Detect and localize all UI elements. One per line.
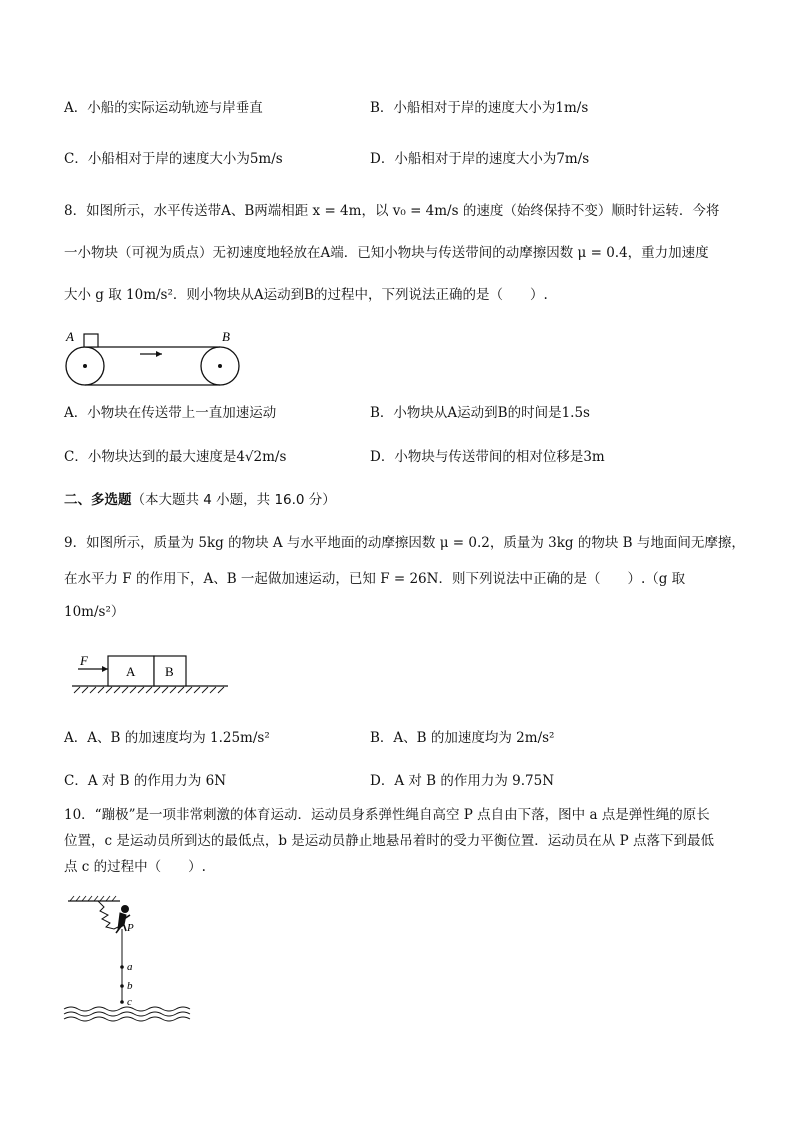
q8-option-c: C．小物块达到的最大速度是4√2m/s — [64, 449, 287, 465]
q8-option-b: B．小物块从A运动到B的时间是1.5s — [370, 405, 590, 421]
section-note: （本大题共 4 小题，共 16.0 分） — [131, 492, 336, 508]
q9-option-b: B．A、B 的加速度均为 2m/s² — [370, 730, 555, 746]
q7-option-c: C．小船相对于岸的速度大小为5m/s — [64, 151, 283, 167]
point-label-c: c — [127, 996, 132, 1008]
q7-option-d: D．小船相对于岸的速度大小为7m/s — [370, 151, 590, 167]
q8-option-d: D．小物块与传送带间的相对位移是3m — [370, 449, 605, 465]
q7-option-b: B．小船相对于岸的速度大小为1m/s — [370, 100, 589, 116]
blocks-figure — [70, 652, 230, 698]
q9-stem-line-2: 在水平力 F 的作用下，A、B 一起做加速运动，已知 F = 26N．则下列说法中正确的是（ ）.（g 取 — [64, 571, 686, 587]
belt-label-b: B — [222, 329, 230, 344]
q8-option-a: A．小物块在传送带上一直加速运动 — [64, 405, 277, 421]
force-label-f: F — [80, 653, 88, 668]
q9-stem-line-3: 10m/s²） — [64, 604, 125, 620]
section-title: 二、多选题 — [64, 492, 132, 508]
point-label-a: a — [127, 961, 133, 973]
q9-stem-line-1: 9．如图所示，质量为 5kg 的物块 A 与水平地面的动摩擦因数 μ = 0.2，质量为 3kg 的物块 B 与地面间无摩擦， — [64, 535, 745, 551]
small-block — [84, 334, 98, 347]
block-label-a: A — [126, 664, 136, 679]
q10-stem-line-2: 位置，c 是运动员所到达的最低点，b 是运动员静止地悬吊着时的受力平衡位置．运动员在从 P 点落下到最低 — [64, 833, 714, 849]
q8-stem-line-2: 一小物块（可视为质点）无初速度地轻放在A端．已知小物块与传送带间的动摩擦因数 μ = 0.4，重力加速度 — [64, 245, 709, 261]
bungee-figure — [62, 895, 192, 1030]
point-label-p: P — [127, 922, 134, 934]
point-label-b: b — [127, 980, 133, 992]
conveyor-belt-figure — [60, 326, 250, 392]
q9-option-a: A．A、B 的加速度均为 1.25m/s² — [64, 730, 270, 746]
block-label-b: B — [165, 664, 174, 679]
q7-option-a: A．小船的实际运动轨迹与岸垂直 — [64, 100, 263, 116]
water-waves — [64, 1007, 190, 1021]
q10-stem-line-3: 点 c 的过程中（ ）. — [64, 859, 206, 875]
q9-option-d: D．A 对 B 的作用力为 9.75N — [370, 773, 555, 789]
section-heading — [64, 490, 336, 510]
belt-label-a: A — [66, 329, 74, 344]
q8-stem-line-1: 8．如图所示，水平传送带A、B两端相距 x = 4m，以 v₀ = 4m/s 的速度（始终保持不变）顺时针运转．今将 — [64, 203, 720, 219]
q8-stem-line-3: 大小 g 取 10m/s²．则小物块从A运动到B的过程中，下列说法正确的是（ ）. — [64, 287, 548, 303]
q9-option-c: C．A 对 B 的作用力为 6N — [64, 773, 227, 789]
q10-stem-line-1: 10．“蹦极”是一项非常刺激的体育运动．运动员身系弹性绳自高空 P 点自由下落，图中 a 点是弹性绳的原长 — [64, 807, 710, 823]
